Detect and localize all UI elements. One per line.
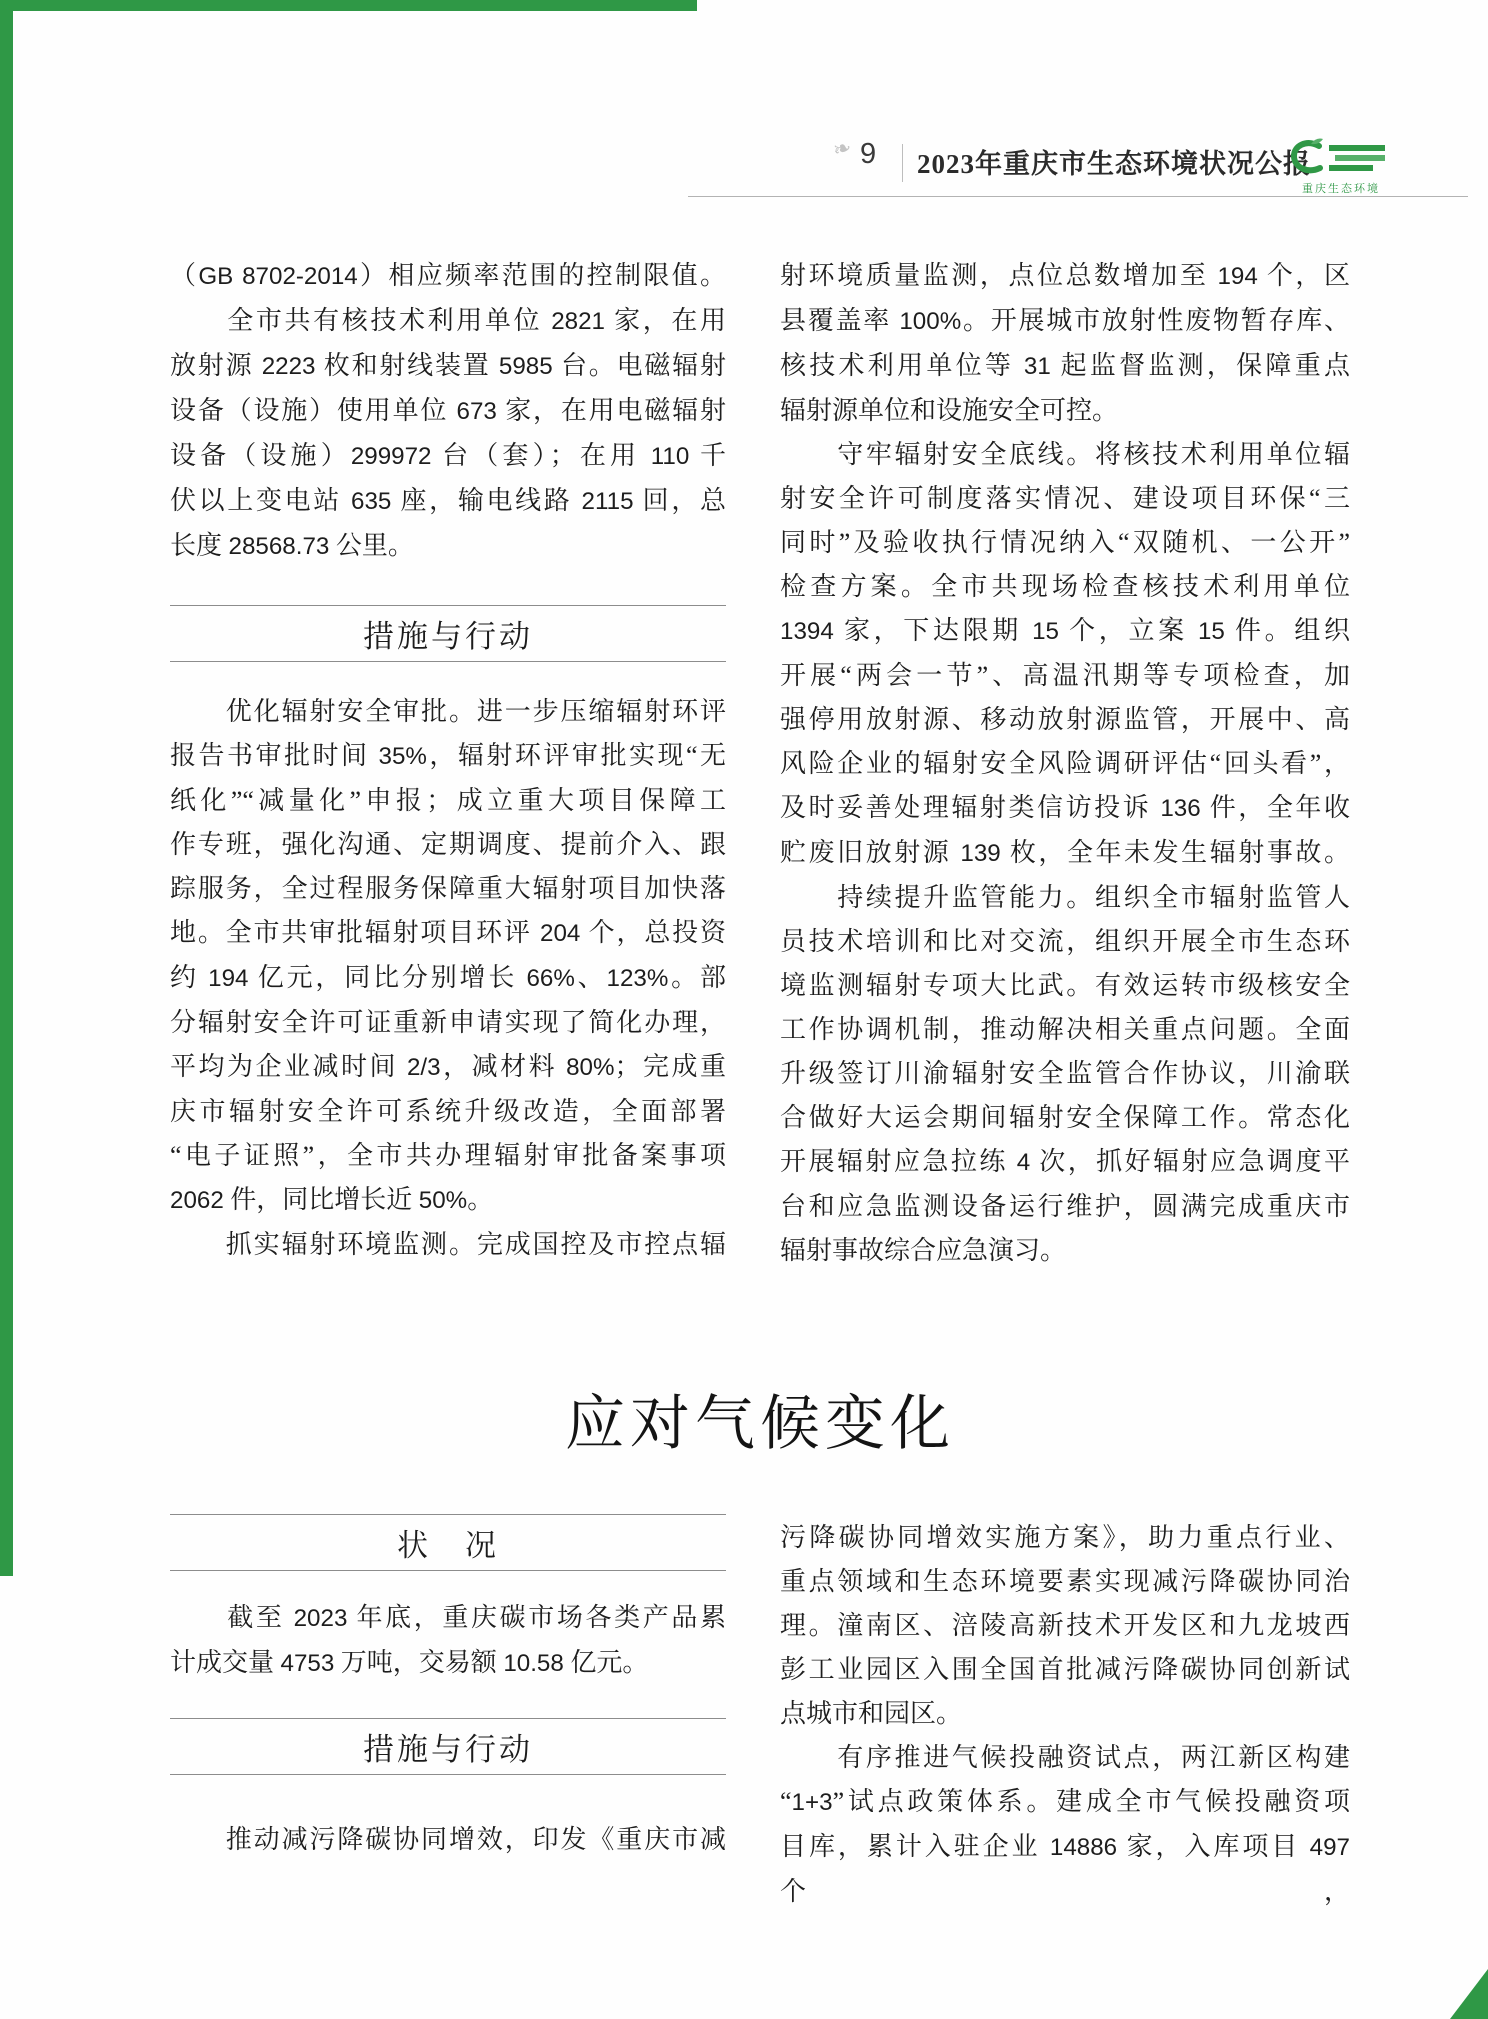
climate-measures-paragraph	[170, 1818, 726, 1862]
text-line: 检查方案。全市共现场检查核技术利用单位	[780, 572, 1350, 601]
logo-mark-icon	[1289, 138, 1393, 174]
bottom-right-green-corner	[1450, 1969, 1488, 2019]
text-line: 平均为企业减时间 2/3，减材料 80%；完成重	[170, 1052, 726, 1081]
text-line: 县覆盖率 100%。开展城市放射性废物暂存库、	[780, 306, 1350, 335]
text-line: 设备（设施）使用单位 673 家，在用电磁辐射	[170, 396, 726, 425]
text-line: 彭工业园区入围全国首批减污降碳协同创新试	[780, 1655, 1350, 1684]
chapter-title: 应对气候变化	[565, 1391, 955, 1457]
right-radiation-paragraphs	[780, 254, 1350, 1273]
text-line: 射环境质量监测，点位总数增加至 194 个，区	[780, 261, 1350, 290]
text-line: 全市共有核技术利用单位 2821 家，在用	[170, 306, 726, 335]
text-line: （GB 8702-2014）相应频率范围的控制限值。	[170, 261, 726, 290]
text-line: 境监测辐射专项大比武。有效运转市级核安全	[780, 971, 1350, 1000]
section-header-status	[170, 1514, 726, 1571]
section-header-measures-radiation	[170, 605, 726, 662]
text-line: 优化辐射安全审批。进一步压缩辐射环评	[170, 697, 726, 726]
text-line: 射安全许可制度落实情况、建设项目环保“三	[780, 484, 1350, 513]
text-line: 有序推进气候投融资试点，两江新区构建	[780, 1743, 1350, 1772]
text-line: 员技术培训和比对交流，组织开展全市生态环	[780, 927, 1350, 956]
text-line: 及时妥善处理辐射类信访投诉 136 件，全年收	[780, 793, 1350, 822]
text-line: 贮废旧放射源 139 枚，全年未发生辐射事故。	[780, 838, 1350, 867]
text-line: 分辐射安全许可证重新申请实现了简化办理，	[170, 1008, 726, 1037]
text-line: 强停用放射源、移动放射源监管，开展中、高	[780, 705, 1350, 734]
text-line: 推动减污降碳协同增效，印发《重庆市减	[170, 1825, 726, 1854]
text-line: 计成交量 4753 万吨，交易额 10.58 亿元。	[170, 1648, 649, 1677]
text-line: 抓实辐射环境监测。完成国控及市控点辐	[170, 1230, 726, 1259]
text-line: 开展“两会一节”、高温汛期等专项检查，加	[780, 661, 1350, 690]
logo-caption: 重庆生态环境	[1302, 183, 1380, 195]
leaf-ornament-icon: ❧	[829, 134, 855, 163]
text-line: 升级签订川渝辐射安全监管合作协议，川渝联	[780, 1059, 1350, 1088]
text-line: 污降碳协同增效实施方案》，助力重点行业、	[780, 1523, 1350, 1552]
left-intro-paragraph	[170, 254, 726, 569]
text-line: 伏以上变电站 635 座，输电线路 2115 回，总	[170, 486, 726, 515]
text-line: 设备（设施）299972 台（套）；在用 110 千	[170, 441, 726, 470]
text-line: “电子证照”，全市共办理辐射审批备案事项	[170, 1141, 726, 1170]
text-line: 放射源 2223 枚和射线装置 5985 台。电磁辐射	[170, 351, 726, 380]
left-measures-paragraphs	[170, 690, 726, 1267]
text-line: 长度 28568.73 公里。	[170, 531, 414, 560]
text-line: 工作协调机制，推动解决相关重点问题。全面	[780, 1015, 1350, 1044]
top-green-bar	[0, 0, 697, 11]
text-line: 同时”及验收执行情况纳入“双随机、一公开”	[780, 528, 1350, 557]
section-header-measures-climate	[170, 1718, 726, 1775]
text-line: 台和应急监测设备运行维护，圆满完成重庆市	[780, 1192, 1350, 1221]
text-line: 合做好大运会期间辐射安全保障工作。常态化	[780, 1103, 1350, 1132]
text-line: 报告书审批时间 35%，辐射环评审批实现“无	[170, 741, 726, 770]
section-title: 措施与行动	[363, 619, 533, 654]
text-line: 开展辐射应急拉练 4 次，抓好辐射应急调度平	[780, 1147, 1350, 1176]
text-line: 理。潼南区、涪陵高新技术开发区和九龙坡西	[780, 1611, 1350, 1640]
text-line: 核技术利用单位等 31 起监督监测，保障重点	[780, 351, 1350, 380]
header-rule	[688, 196, 1468, 197]
text-line: 地。全市共审批辐射项目环评 204 个，总投资	[170, 918, 726, 947]
text-line: 目库，累计入驻企业 14886 家，入库项目 497 个，	[780, 1832, 1350, 1906]
text-line: 庆市辐射安全许可系统升级改造，全面部署	[170, 1097, 726, 1126]
report-title: 2023年重庆市生态环境状况公报	[917, 149, 1311, 179]
text-line: 作专班，强化沟通、定期调度、提前介入、跟	[170, 830, 726, 859]
text-line: 约 194 亿元，同比分别增长 66%、123%。部	[170, 963, 726, 992]
text-line: 点城市和园区。	[780, 1699, 963, 1728]
text-line: 截至 2023 年底，重庆碳市场各类产品累	[170, 1603, 726, 1632]
text-line: 风险企业的辐射安全风险调研评估“回头看”，	[780, 749, 1350, 778]
text-line: 持续提升监管能力。组织全市辐射监管人	[780, 883, 1350, 912]
text-line: 2062 件，同比增长近 50%。	[170, 1185, 494, 1214]
section-title: 措施与行动	[363, 1732, 533, 1767]
text-line: 踪服务，全过程服务保障重大辐射项目加快落	[170, 874, 726, 903]
text-line: 辐射源单位和设施安全可控。	[780, 396, 1119, 425]
climate-right-paragraphs	[780, 1516, 1350, 1914]
text-line: 守牢辐射安全底线。将核技术利用单位辐	[780, 440, 1350, 469]
left-green-bar	[0, 0, 13, 1576]
climate-status-paragraph	[170, 1596, 726, 1686]
page-number: 9	[860, 138, 877, 170]
text-line: 重点领域和生态环境要素实现减污降碳协同治	[780, 1567, 1350, 1596]
text-line: 纸化”“减量化”申报；成立重大项目保障工	[170, 786, 726, 815]
section-title: 状 况	[397, 1528, 499, 1563]
agency-logo	[1288, 138, 1394, 196]
text-line: “1+3”试点政策体系。建成全市气候投融资项	[780, 1787, 1350, 1816]
header-divider	[902, 144, 903, 182]
text-line: 辐射事故综合应急演习。	[780, 1236, 1067, 1265]
text-line: 1394 家，下达限期 15 个，立案 15 件。组织	[780, 616, 1350, 645]
